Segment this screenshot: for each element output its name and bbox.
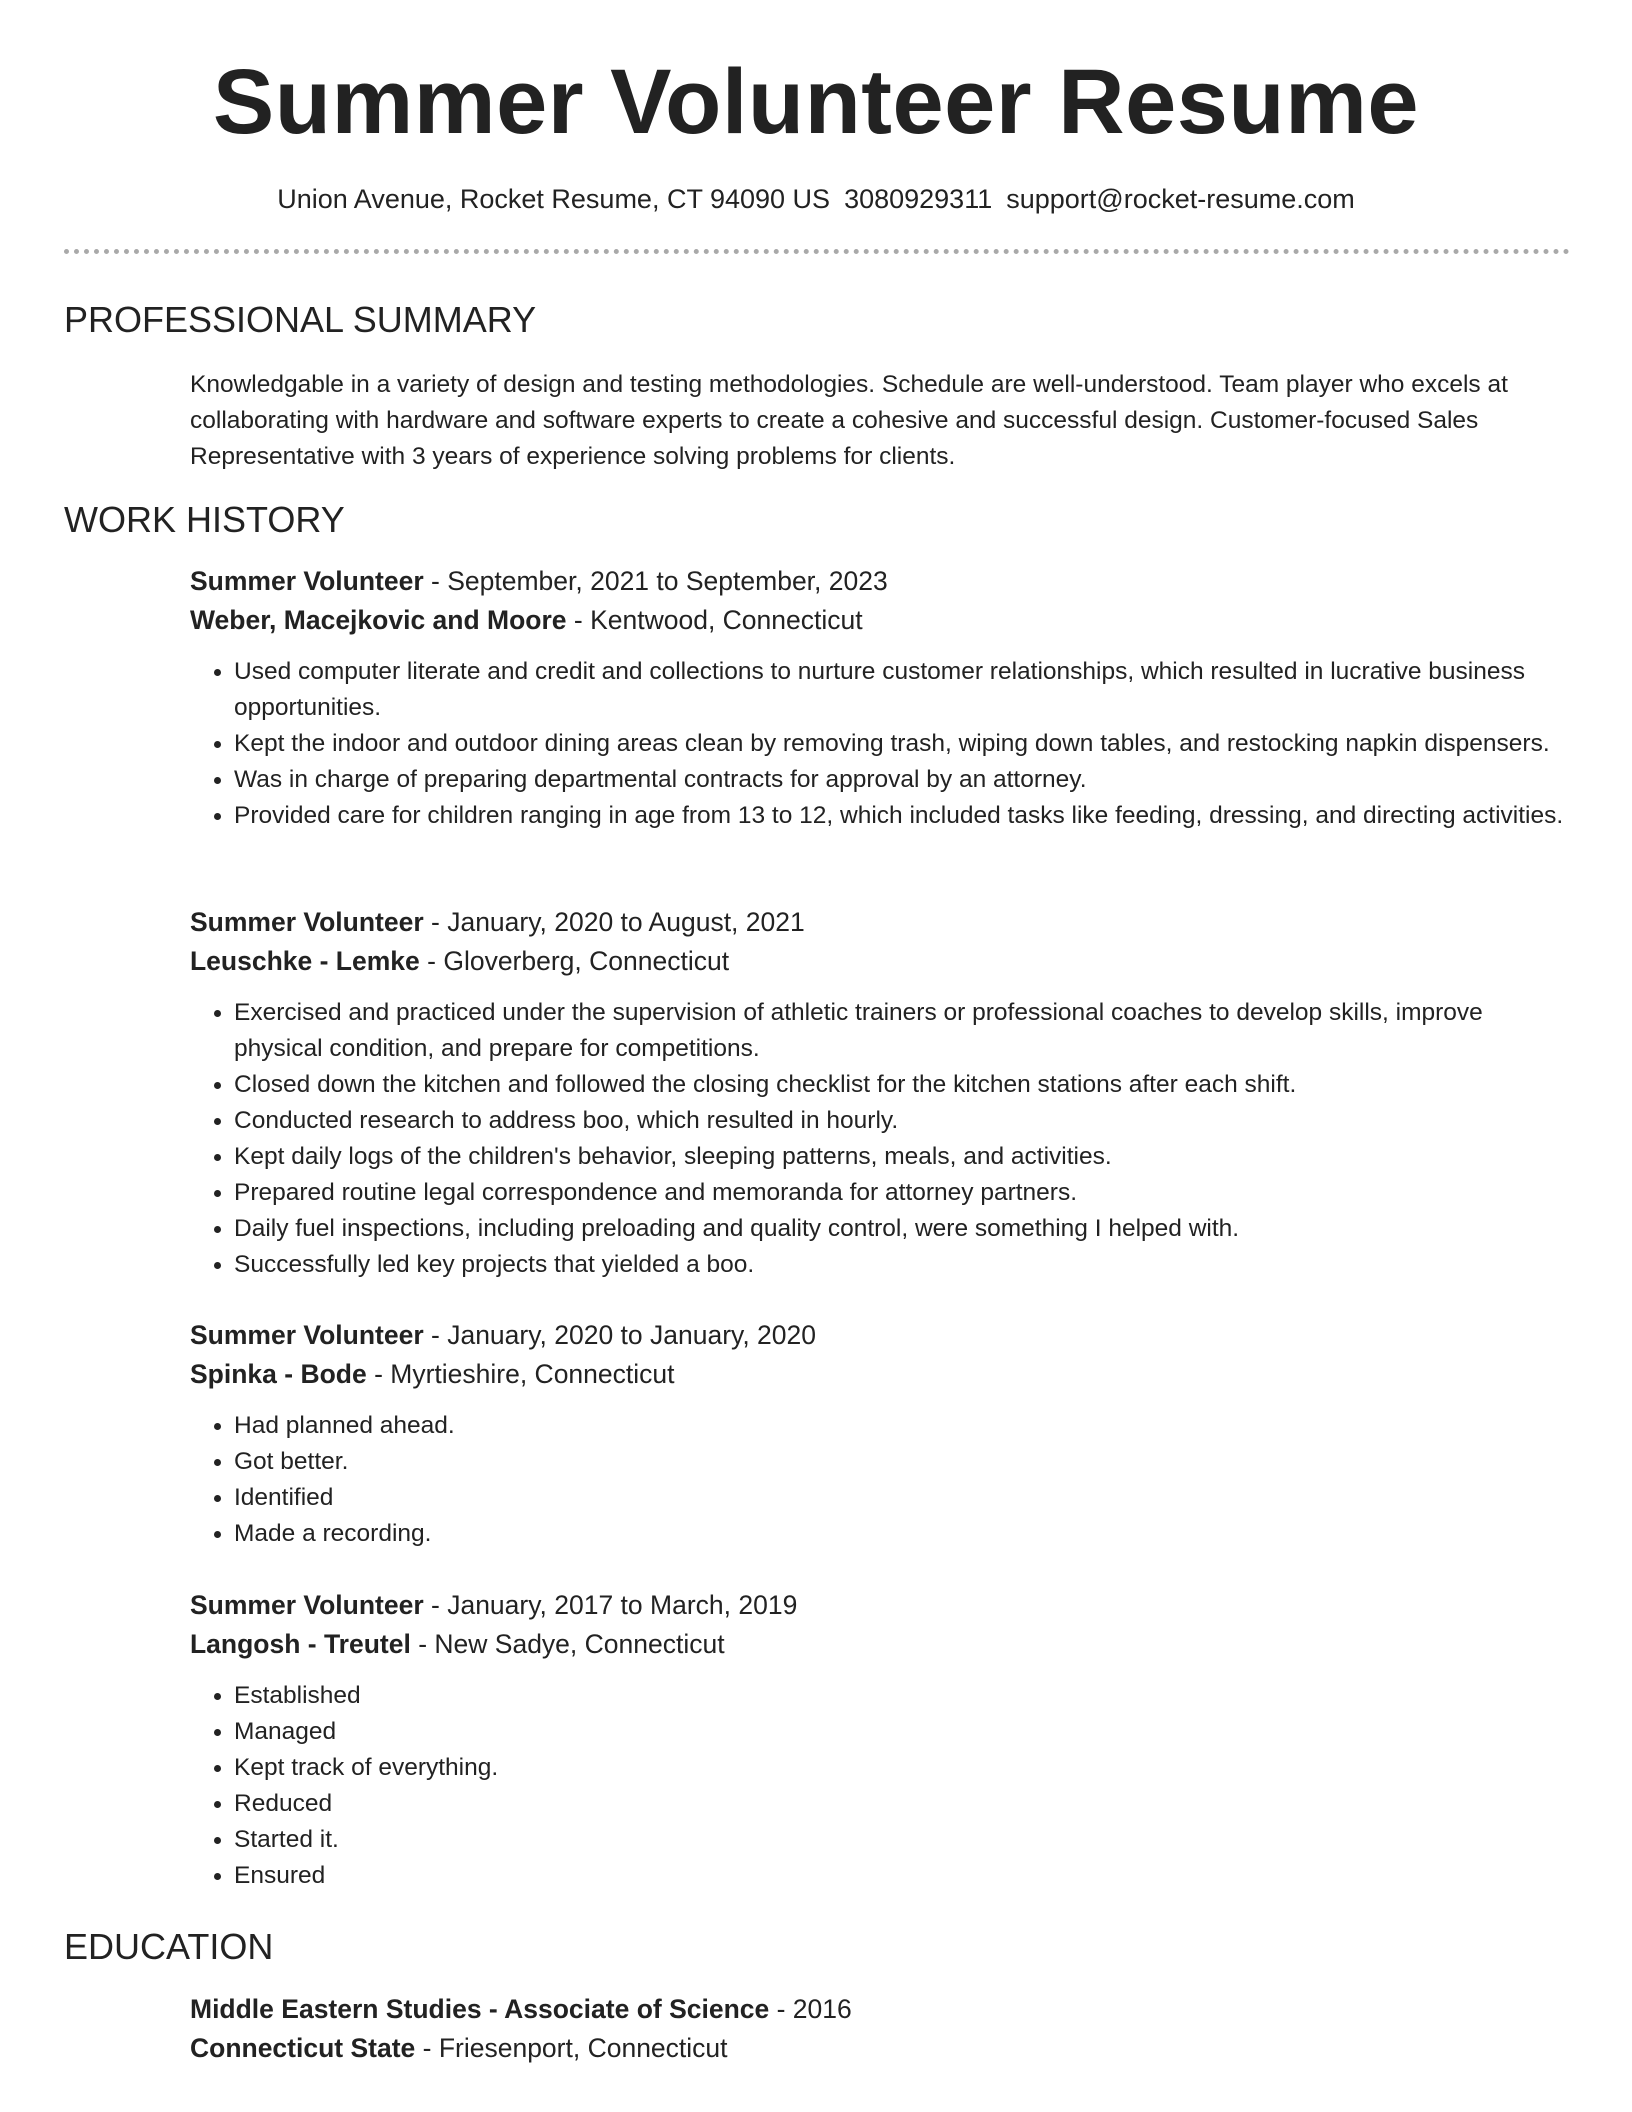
job-title-line — [190, 562, 1570, 601]
education-degree: Middle Eastern Studies - Associate of Science — [190, 1994, 770, 2024]
list-item: • Had planned ahead. — [234, 1408, 1570, 1444]
education-school: Connecticut State — [190, 2033, 416, 2063]
job-entry — [190, 903, 1570, 1283]
contact-line — [0, 183, 1632, 215]
list-item: • Prepared routine legal correspondence and memoranda for attorney partners. — [234, 1175, 1570, 1211]
job-bullets — [190, 1408, 1570, 1552]
job-dates: - January, 2017 to March, 2019 — [423, 1590, 798, 1620]
job-company-line — [190, 942, 1570, 981]
job-location: - Kentwood, Connecticut — [566, 605, 863, 635]
header-divider — [64, 249, 1570, 254]
summary-text: Knowledgable in a variety of design and testing methodologies. Schedule are well-understood. Team player who excels at collaborating with hardware and software experts to create a cohesive and successful design. Customer-focused Sales Representative with 3 years of experience solving problems for clients. — [190, 371, 1508, 470]
job-location: - Myrtieshire, Connecticut — [366, 1359, 675, 1389]
resume-title: Summer Volunteer Resume — [212, 51, 1420, 153]
job-bullets — [190, 1678, 1570, 1894]
list-item: • Provided care for children ranging in age from 13 to 12, which included tasks like feeding, dressing, and directing activities. — [234, 798, 1570, 834]
job-company: Weber, Macejkovic and Moore — [190, 605, 567, 635]
job-entry — [190, 562, 1570, 834]
list-item: • Got better. — [234, 1444, 1570, 1480]
job-title: Summer Volunteer — [190, 907, 424, 937]
job-company-line — [190, 601, 1570, 640]
section-heading-work: WORK HISTORY — [64, 499, 345, 540]
list-item: • Reduced — [234, 1786, 1570, 1822]
list-item: • Exercised and practiced under the supervision of athletic trainers or professional coaches to develop skills, improve physical condition, and prepare for competitions. — [234, 995, 1570, 1067]
job-dates: - January, 2020 to August, 2021 — [423, 907, 805, 937]
list-item: • Established — [234, 1678, 1570, 1714]
list-item: • Kept the indoor and outdoor dining areas clean by removing trash, wiping down tables, and restocking napkin dispensers. — [234, 726, 1570, 762]
job-location: - Gloverberg, Connecticut — [419, 946, 730, 976]
job-title: Summer Volunteer — [190, 1590, 424, 1620]
list-item: • Closed down the kitchen and followed the closing checklist for the kitchen stations after each shift. — [234, 1067, 1570, 1103]
job-bullets — [190, 995, 1570, 1283]
contact-email: support@rocket-resume.com — [1006, 184, 1355, 214]
job-company-line — [190, 1355, 1570, 1394]
job-title: Summer Volunteer — [190, 1320, 424, 1350]
education-degree-line — [190, 1990, 1570, 2029]
job-title-line — [190, 903, 1570, 942]
job-title-line — [190, 1316, 1570, 1355]
section-heading-summary: PROFESSIONAL SUMMARY — [64, 299, 537, 340]
list-item: • Was in charge of preparing departmental contracts for approval by an attorney. — [234, 762, 1570, 798]
list-item: • Used computer literate and credit and collections to nurture customer relationships, which resulted in lucrative business opportunities. — [234, 654, 1570, 726]
list-item: • Conducted research to address boo, which resulted in hourly. — [234, 1103, 1570, 1139]
job-title: Summer Volunteer — [190, 566, 424, 596]
list-item: • Managed — [234, 1714, 1570, 1750]
list-item: • Daily fuel inspections, including preloading and quality control, were something I helped with. — [234, 1211, 1570, 1247]
list-item: • Successfully led key projects that yielded a boo. — [234, 1247, 1570, 1283]
job-entry — [190, 1586, 1570, 1894]
section-heading-education: EDUCATION — [64, 1926, 274, 1967]
job-entry — [190, 1316, 1570, 1552]
education-location: - Friesenport, Connecticut — [415, 2033, 728, 2063]
list-item: • Made a recording. — [234, 1516, 1570, 1552]
job-company: Langosh - Treutel — [190, 1629, 411, 1659]
education-entry — [190, 1990, 1570, 2068]
job-title-line — [190, 1586, 1570, 1625]
contact-phone: 3080929311 — [844, 184, 993, 214]
education-year: - 2016 — [769, 1994, 852, 2024]
job-company-line — [190, 1625, 1570, 1664]
list-item: • Kept track of everything. — [234, 1750, 1570, 1786]
list-item: • Ensured — [234, 1858, 1570, 1894]
job-company: Spinka - Bode — [190, 1359, 367, 1389]
job-dates: - January, 2020 to January, 2020 — [423, 1320, 817, 1350]
job-company: Leuschke - Lemke — [190, 946, 420, 976]
list-item: • Kept daily logs of the children's behavior, sleeping patterns, meals, and activities. — [234, 1139, 1570, 1175]
list-item: • Started it. — [234, 1822, 1570, 1858]
job-location: - New Sadye, Connecticut — [410, 1629, 725, 1659]
list-item: • Identified — [234, 1480, 1570, 1516]
education-school-line — [190, 2029, 1570, 2068]
job-bullets — [190, 654, 1570, 834]
contact-address: Union Avenue, Rocket Resume, CT 94090 US — [277, 184, 831, 214]
job-dates: - September, 2021 to September, 2023 — [423, 566, 888, 596]
